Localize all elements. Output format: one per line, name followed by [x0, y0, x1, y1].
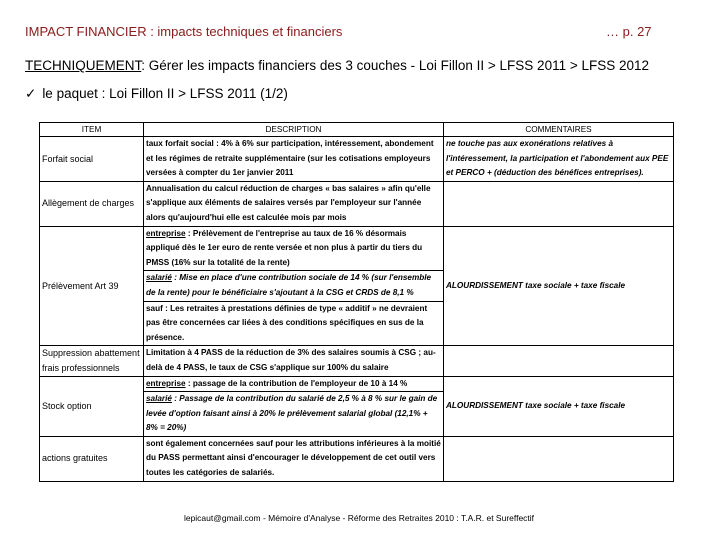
desc-line: alors qu'aujourd'hui elle est calculée mois par mois: [146, 212, 347, 222]
desc-line: appliqué dès le 1er euro de rente versée et non plus à partir du tiers du: [146, 243, 423, 253]
item-line: frais professionnels: [42, 362, 120, 373]
desc-line: [146, 227, 441, 242]
row-description: [144, 137, 444, 182]
row-description: [144, 436, 444, 481]
desc-salarie-label: salarié: [146, 273, 172, 283]
desc-line: Limitation à 4 PASS de la réduction de 3% des salaires soumis à CSG ; au-: [146, 348, 436, 358]
table-row: [40, 137, 674, 182]
desc-line: delà de 4 PASS, le taux de CSG s'applique sur 100% du salaire: [146, 362, 389, 372]
desc-line: sont également concernées sauf pour les attributions inférieures à la moitié: [146, 438, 441, 448]
row-item: [40, 346, 144, 376]
item-line: Suppression abattement: [42, 348, 140, 359]
table-row: [40, 436, 674, 481]
desc-salarie-label: salarié: [146, 394, 172, 404]
header-description: DESCRIPTION: [144, 123, 444, 137]
desc-line: et les régimes de retraite supplémentaire (sur les cotisations employeurs: [146, 153, 431, 163]
header-comments: COMMENTAIRES: [444, 123, 674, 137]
desc-line: levée d'option faisant ainsi à 20% le prélèvement salarial global (12,1% +: [146, 408, 428, 418]
desc-line: 8% = 20%): [146, 423, 187, 433]
desc-line: de la rente) pour le bénéficiaire s'ajoutant à la CSG et CRDS de 8,1 %: [146, 287, 414, 297]
row-comment: [444, 181, 674, 226]
subtitle: [25, 58, 649, 73]
header-title: IMPACT FINANCIER : impacts techniques et financiers: [25, 24, 343, 39]
bullet-text: le paquet : Loi Fillon II > LFSS 2011 (1/2): [42, 86, 288, 101]
checkmark-icon: ✓: [25, 86, 37, 101]
comment-line: et PERCO + (déduction des bénéfices entreprises).: [446, 168, 644, 178]
row-item: Forfait social: [40, 137, 144, 182]
row-item: Stock option: [40, 376, 144, 436]
row-comment: ALOURDISSEMENT taxe sociale + taxe fiscale: [444, 226, 674, 346]
desc-text: : Mise en place d'une contribution sociale de 14 % (sur l'ensemble: [171, 273, 432, 283]
impact-table: [39, 122, 674, 482]
row-item: actions gratuites: [40, 436, 144, 481]
desc-line: [144, 270, 443, 286]
desc-line: Annualisation du calcul réduction de charges « bas salaires » afin qu'elle: [146, 183, 431, 193]
desc-text: : Passage de la contribution du salarié de 2,5 % à 8 % sur le gain de: [171, 394, 438, 404]
table-header-row: [40, 123, 674, 137]
row-item: Allègement de charges: [40, 181, 144, 226]
desc-line: PMSS (16% sur la totalité de la rente): [146, 257, 290, 267]
subtitle-label: TECHNIQUEMENT: [25, 58, 142, 73]
table-row: [40, 346, 674, 376]
comment-line: ne touche pas aux exonérations relatives à: [446, 139, 614, 148]
row-description: [144, 226, 444, 346]
table-row: [40, 181, 674, 226]
comment-line: l'intéressement, la participation et l'abondement aux PEE: [446, 153, 669, 163]
row-item: Prélèvement Art 39: [40, 226, 144, 346]
subtitle-text: : Gérer les impacts financiers des 3 couches - Loi Fillon II > LFSS 2011 > LFSS 2012: [141, 58, 650, 73]
desc-line: taux forfait social : 4% à 6% sur participation, intéressement, abondement: [146, 139, 434, 148]
desc-line: toutes les catégories de salariés.: [146, 468, 275, 478]
page-number: … p. 27: [606, 24, 652, 39]
row-comment: ALOURDISSEMENT taxe sociale + taxe fiscale: [444, 376, 674, 436]
desc-line: présence.: [146, 332, 185, 342]
row-description: [144, 376, 444, 436]
row-comment: [444, 436, 674, 481]
table-row: [40, 226, 674, 346]
desc-line: pas être concernées car liées à des conditions spécifiques en sus de la: [146, 318, 424, 328]
desc-line: [144, 391, 443, 407]
row-comment: [444, 137, 674, 182]
desc-line: s'applique aux éléments de salaires versés par l'employeur sur l'année: [146, 198, 422, 208]
desc-line: [146, 377, 441, 392]
row-description: [144, 181, 444, 226]
row-description: [144, 346, 444, 376]
desc-text: : Prélèvement de l'entreprise au taux de 16 % désormais: [185, 228, 407, 238]
desc-entreprise-label: entreprise: [146, 378, 186, 388]
header-item: ITEM: [40, 123, 144, 137]
desc-line: du PASS permettant ainsi d'encourager le développement de cet outil vers: [146, 453, 436, 463]
bullet-line: [25, 86, 288, 102]
footer: [0, 513, 720, 523]
desc-entreprise-label: entreprise: [146, 228, 186, 238]
desc-text: : passage de la contribution de l'employeur de 10 à 14 %: [185, 378, 408, 388]
table-row: [40, 376, 674, 436]
row-comment: [444, 346, 674, 376]
footer-text: lepicaut@gmail.com - Mémoire d'Analyse - Réforme des Retraites 2010 : T.A.R. et Sureffectif: [183, 513, 535, 523]
desc-line: sauf : Les retraites à prestations définies de type « additif » ne devraient: [144, 301, 443, 317]
desc-line: versées à compter du 1er janvier 2011: [146, 168, 294, 178]
